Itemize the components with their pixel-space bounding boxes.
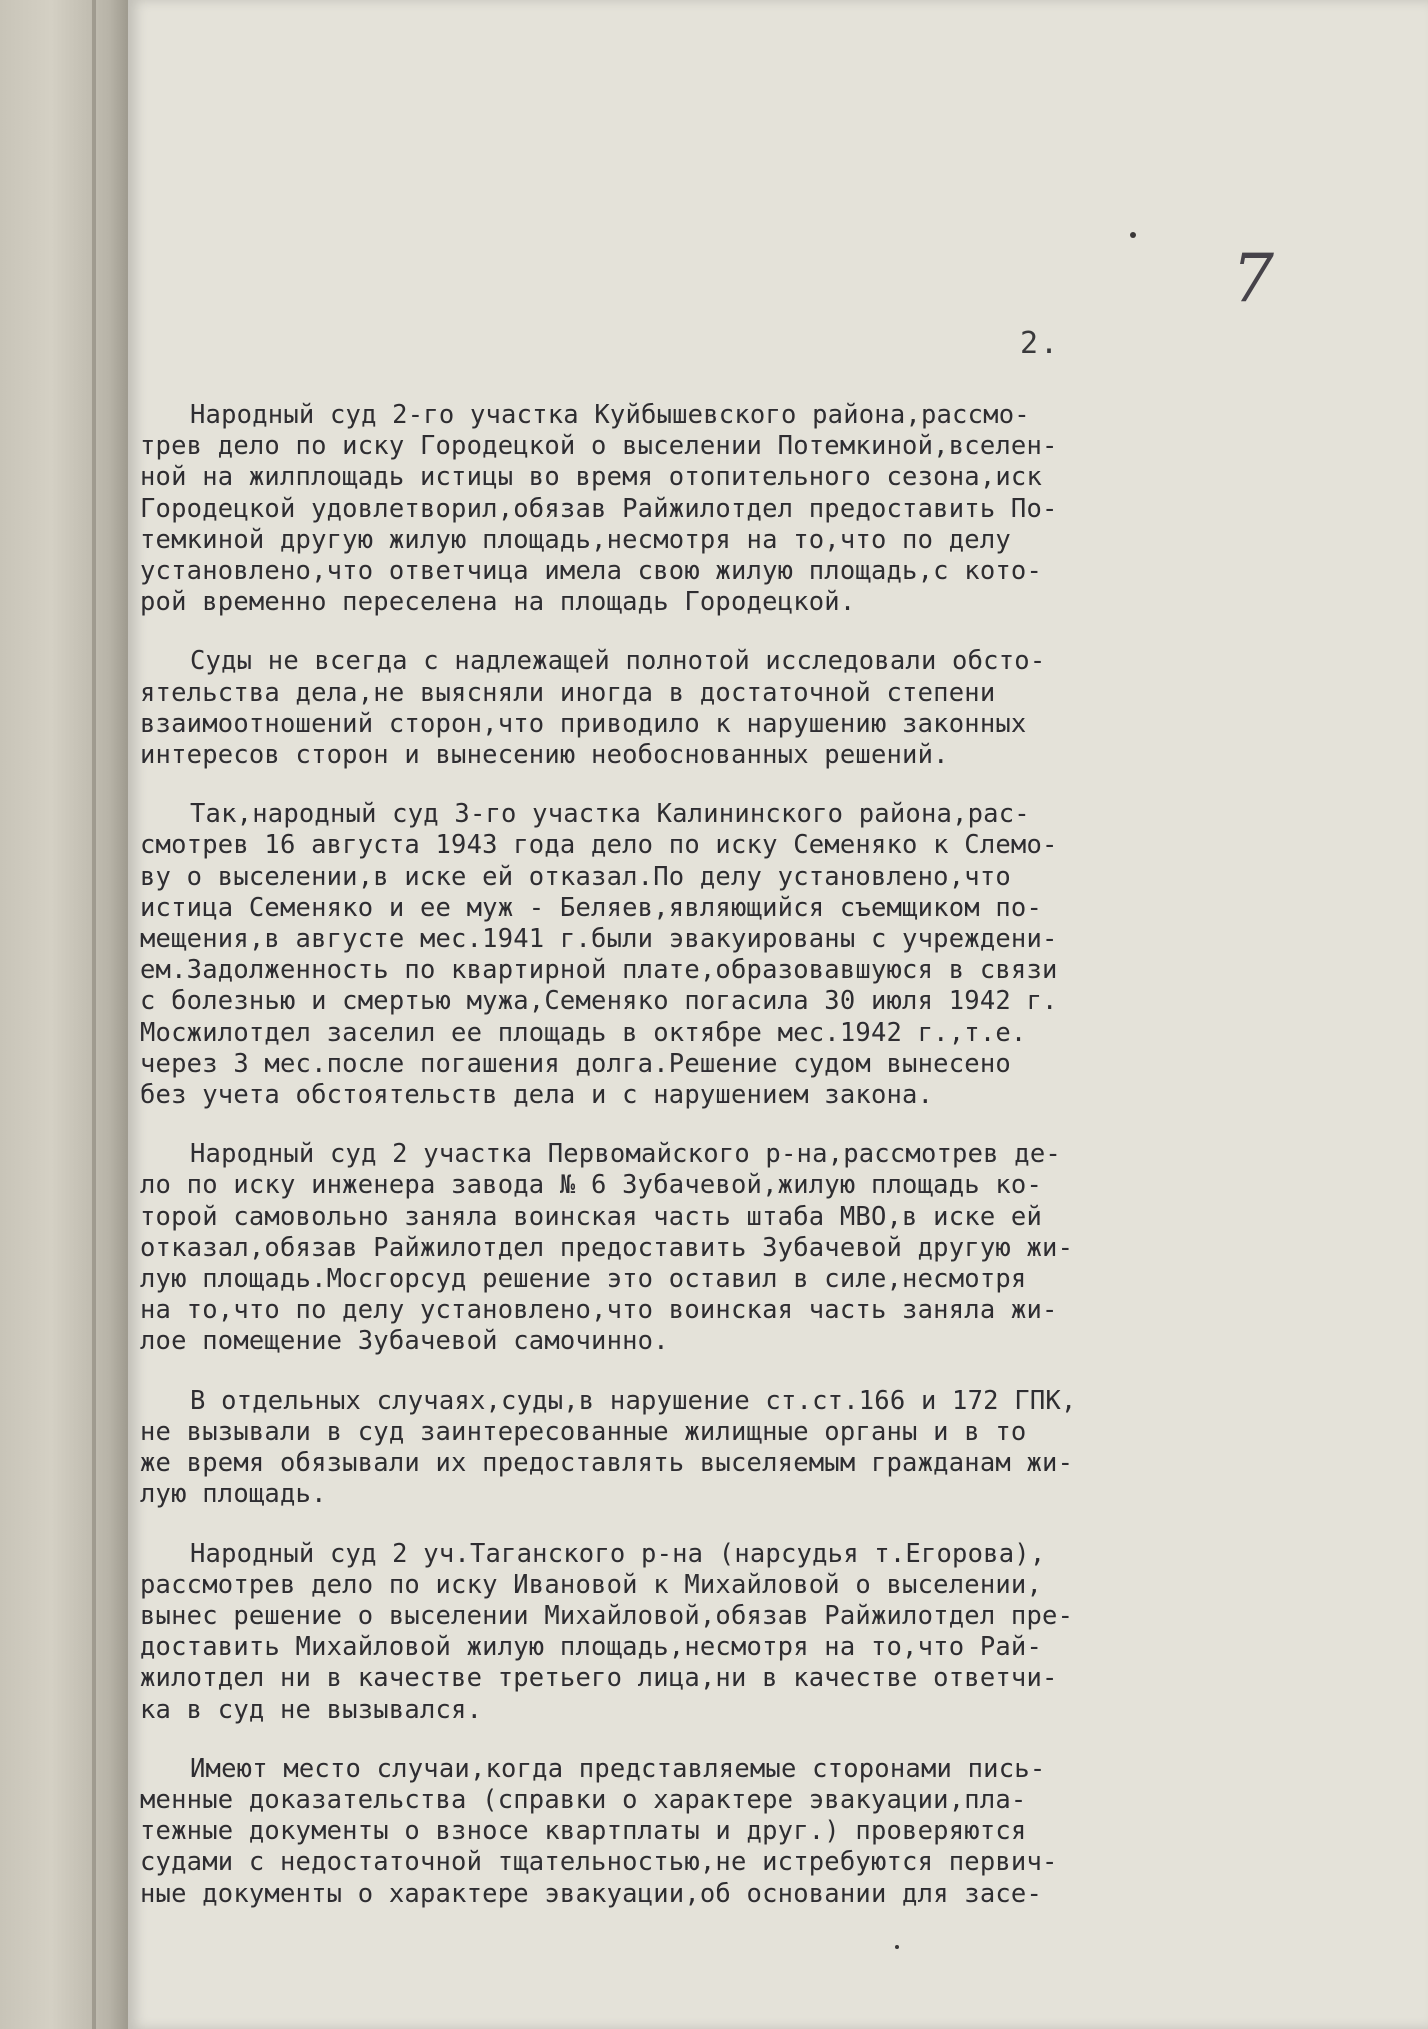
text-line: Народный суд 2-го участка Куйбышевского района,рассмо-: [190, 400, 1030, 430]
text-line: на то,что по делу установлено,что воинская часть заняла жи-: [140, 1295, 1058, 1326]
text-line: торой самовольно заняла воинская часть штаба МВО,в иске ей: [140, 1201, 1043, 1232]
text-line: смотрев 16 августа 1943 года дело по иску Семеняко к Слемо-: [140, 830, 1058, 861]
text-line: Народный суд 2 участка Первомайского р-на,рассмотрев де-: [190, 1139, 1061, 1170]
text-line: ной на жилплощадь истицы во время отопительного сезона,иск: [140, 462, 1043, 493]
text-line: не вызывали в суд заинтересованные жилищные органы и в то: [140, 1416, 1027, 1447]
text-line: истица Семеняко и ее муж - Беляев,являющийся съемщиком по-: [140, 892, 1043, 923]
text-line: темкиной другую жилую площадь,несмотря на то,что по делу: [140, 524, 1011, 555]
text-line: Так,народный суд 3-го участка Калининского района,рас-: [190, 799, 1030, 830]
document-body: [140, 400, 1315, 1938]
paragraph: [140, 799, 1315, 1111]
paragraph: [140, 1139, 1315, 1357]
text-line: мещения,в августе мес.1941 г.были эвакуированы с учреждени-: [140, 924, 1058, 955]
paragraph: [140, 1386, 1315, 1511]
text-line: тежные документы о взносе квартплаты и друг.) проверяются: [140, 1816, 1027, 1847]
binding-edge: [92, 0, 96, 2029]
text-line: без учета обстоятельств дела и с нарушением закона.: [140, 1080, 934, 1111]
text-line: через 3 мес.после погашения долга.Решение судом вынесено: [140, 1048, 1011, 1079]
paragraph: [140, 646, 1315, 771]
text-line: взаимоотношений сторон,что приводило к нарушению законных: [140, 708, 1027, 739]
text-line: интересов сторон и вынесению необоснованных решений.: [140, 740, 949, 771]
paragraph: [140, 1539, 1315, 1726]
ink-speck: [1130, 232, 1136, 238]
text-line: В отдельных случаях,суды,в нарушение ст.ст.166 и 172 ГПК,: [190, 1385, 1077, 1416]
text-line: лое помещение Зубачевой самочинно.: [140, 1326, 669, 1357]
text-line: ву о выселении,в иске ей отказал.По делу установлено,что: [140, 861, 1011, 892]
ink-speck: [895, 1945, 899, 1949]
text-line: лую площадь.: [140, 1479, 327, 1510]
text-line: вынес решение о выселении Михайловой,обязав Райжилотдел пре-: [140, 1600, 1074, 1631]
text-line: ло по иску инженера завода № 6 Зубачевой,жилую площадь ко-: [140, 1170, 1043, 1201]
text-line: ка в суд не вызывался.: [140, 1694, 483, 1725]
text-line: установлено,что ответчица имела свою жилую площадь,с кото-: [140, 556, 1043, 587]
page-number: 2.: [1020, 326, 1061, 361]
text-line: менные доказательства (справки о характере эвакуации,пла-: [140, 1784, 1027, 1815]
paragraph: [140, 400, 1315, 618]
text-line: с болезнью и смертью мужа,Семеняко погасила 30 июля 1942 г.: [140, 986, 1058, 1017]
text-line: трев дело по иску Городецкой о выселении Потемкиной,вселен-: [140, 431, 1058, 462]
text-line: ятельства дела,не выясняли иногда в достаточной степени: [140, 677, 996, 708]
text-line: Мосжилотдел заселил ее площадь в октябре мес.1942 г.,т.е.: [140, 1017, 1027, 1048]
handwritten-page-mark: 7: [1232, 240, 1274, 317]
text-line: ем.Задолженность по квартирной плате,образовавшуюся в связи: [140, 955, 1058, 986]
text-line: судами с недостаточной тщательностью,не истребуются первич-: [140, 1847, 1058, 1878]
text-line: рой временно переселена на площадь Городецкой.: [140, 587, 856, 618]
text-line: Народный суд 2 уч.Таганского р-на (нарсудья т.Егорова),: [190, 1538, 1046, 1569]
text-line: рассмотрев дело по иску Ивановой к Михайловой о выселении,: [140, 1569, 1043, 1600]
paragraph: [140, 1754, 1315, 1910]
text-line: ные документы о характере эвакуации,об основании для засе-: [140, 1878, 1043, 1909]
text-line: Городецкой удовлетворил,обязав Райжилотдел предоставить По-: [140, 493, 1058, 524]
text-line: отказал,обязав Райжилотдел предоставить Зубачевой другую жи-: [140, 1232, 1074, 1263]
text-line: Имеют место случаи,когда представляемые сторонами пись-: [190, 1753, 1046, 1784]
text-line: жилотдел ни в качестве третьего лица,ни в качестве ответчи-: [140, 1663, 1058, 1694]
binding-spine: [0, 0, 128, 2029]
text-line: доставить Михайловой жилую площадь,несмотря на то,что Рай-: [140, 1632, 1043, 1663]
text-line: лую площадь.Мосгорсуд решение это оставил в силе,несмотря: [140, 1264, 1027, 1295]
text-line: Суды не всегда с надлежащей полнотой исследовали обсто-: [190, 646, 1046, 677]
text-line: же время обязывали их предоставлять выселяемым гражданам жи-: [140, 1448, 1074, 1479]
